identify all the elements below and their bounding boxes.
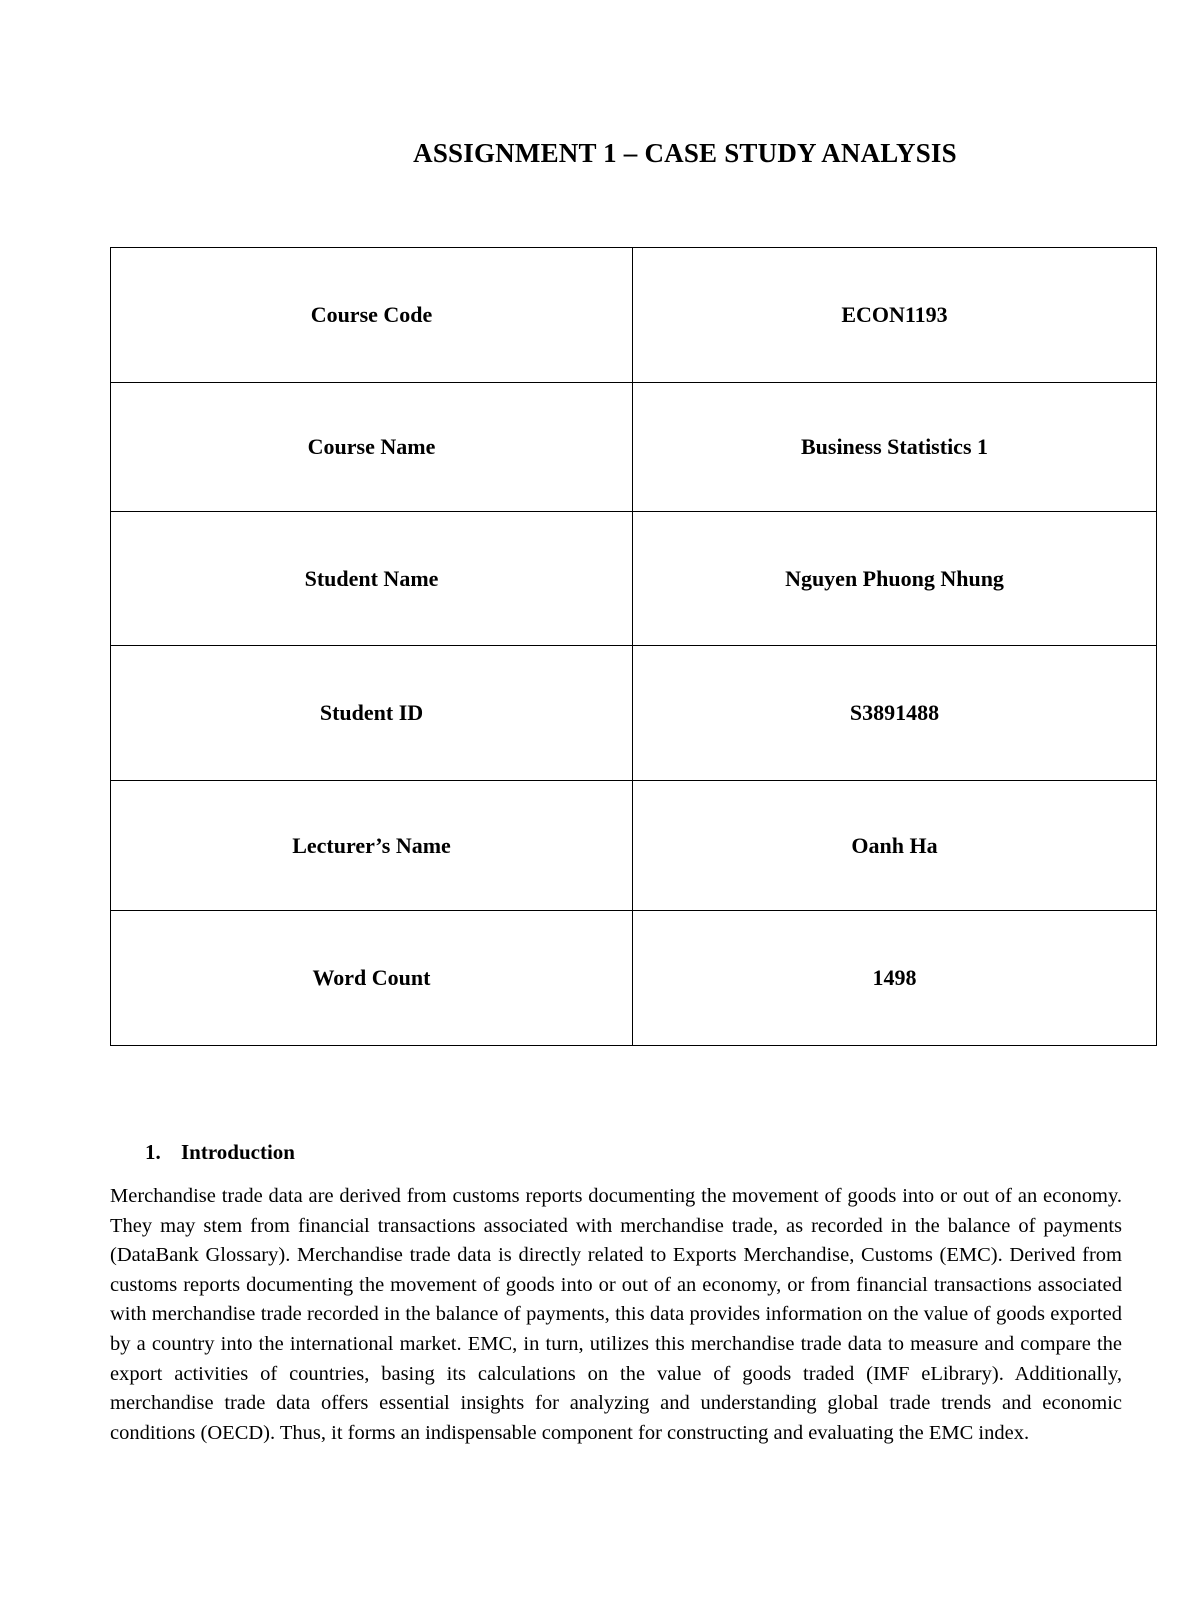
- page-title: ASSIGNMENT 1 – CASE STUDY ANALYSIS: [413, 138, 957, 168]
- section-number: 1.: [145, 1140, 161, 1164]
- row-value-course-code: ECON1193: [633, 248, 1157, 383]
- table-row: [111, 248, 1157, 383]
- row-label-course-code: Course Code: [111, 248, 633, 383]
- row-value-student-name: Nguyen Phuong Nhung: [633, 512, 1157, 646]
- table-row: [111, 646, 1157, 781]
- table-row: [111, 911, 1157, 1046]
- row-value-student-id: S3891488: [633, 646, 1157, 781]
- table-row: [111, 383, 1157, 512]
- row-value-course-name: Business Statistics 1: [633, 383, 1157, 512]
- section-heading-introduction: [145, 1140, 295, 1165]
- table-row: [111, 512, 1157, 646]
- row-value-lecturer-name: Oanh Ha: [633, 781, 1157, 911]
- row-label-student-name: Student Name: [111, 512, 633, 646]
- row-label-word-count: Word Count: [111, 911, 633, 1046]
- section-title: Introduction: [181, 1140, 295, 1164]
- course-info-table: [110, 247, 1157, 1046]
- row-value-word-count: 1498: [633, 911, 1157, 1046]
- table-row: [111, 781, 1157, 911]
- row-label-course-name: Course Name: [111, 383, 633, 512]
- row-label-student-id: Student ID: [111, 646, 633, 781]
- row-label-lecturer-name: Lecturer’s Name: [111, 781, 633, 911]
- introduction-paragraph: Merchandise trade data are derived from customs reports documenting the movement of goods into or out of an economy. They may stem from financial transactions associated with merchandise trade, as recorded in the balance of payments (DataBank Glossary). Merchandise trade data is directly related to Exports Merchandise, Customs (EMC). Derived from customs reports documenting the movement of goods into or out of an economy, or from financial transactions associated with merchandise trade recorded in the balance of payments, this data provides information on the value of goods exported by a country into the international market. EMC, in turn, utilizes this merchandise trade data to measure and compare the export activities of countries, basing its calculations on the value of goods traded (IMF eLibrary). Additionally, merchandise trade data offers essential insights for analyzing and understanding global trade trends and economic conditions (OECD). Thus, it forms an indispensable component for constructing and evaluating the EMC index.: [110, 1185, 1122, 1444]
